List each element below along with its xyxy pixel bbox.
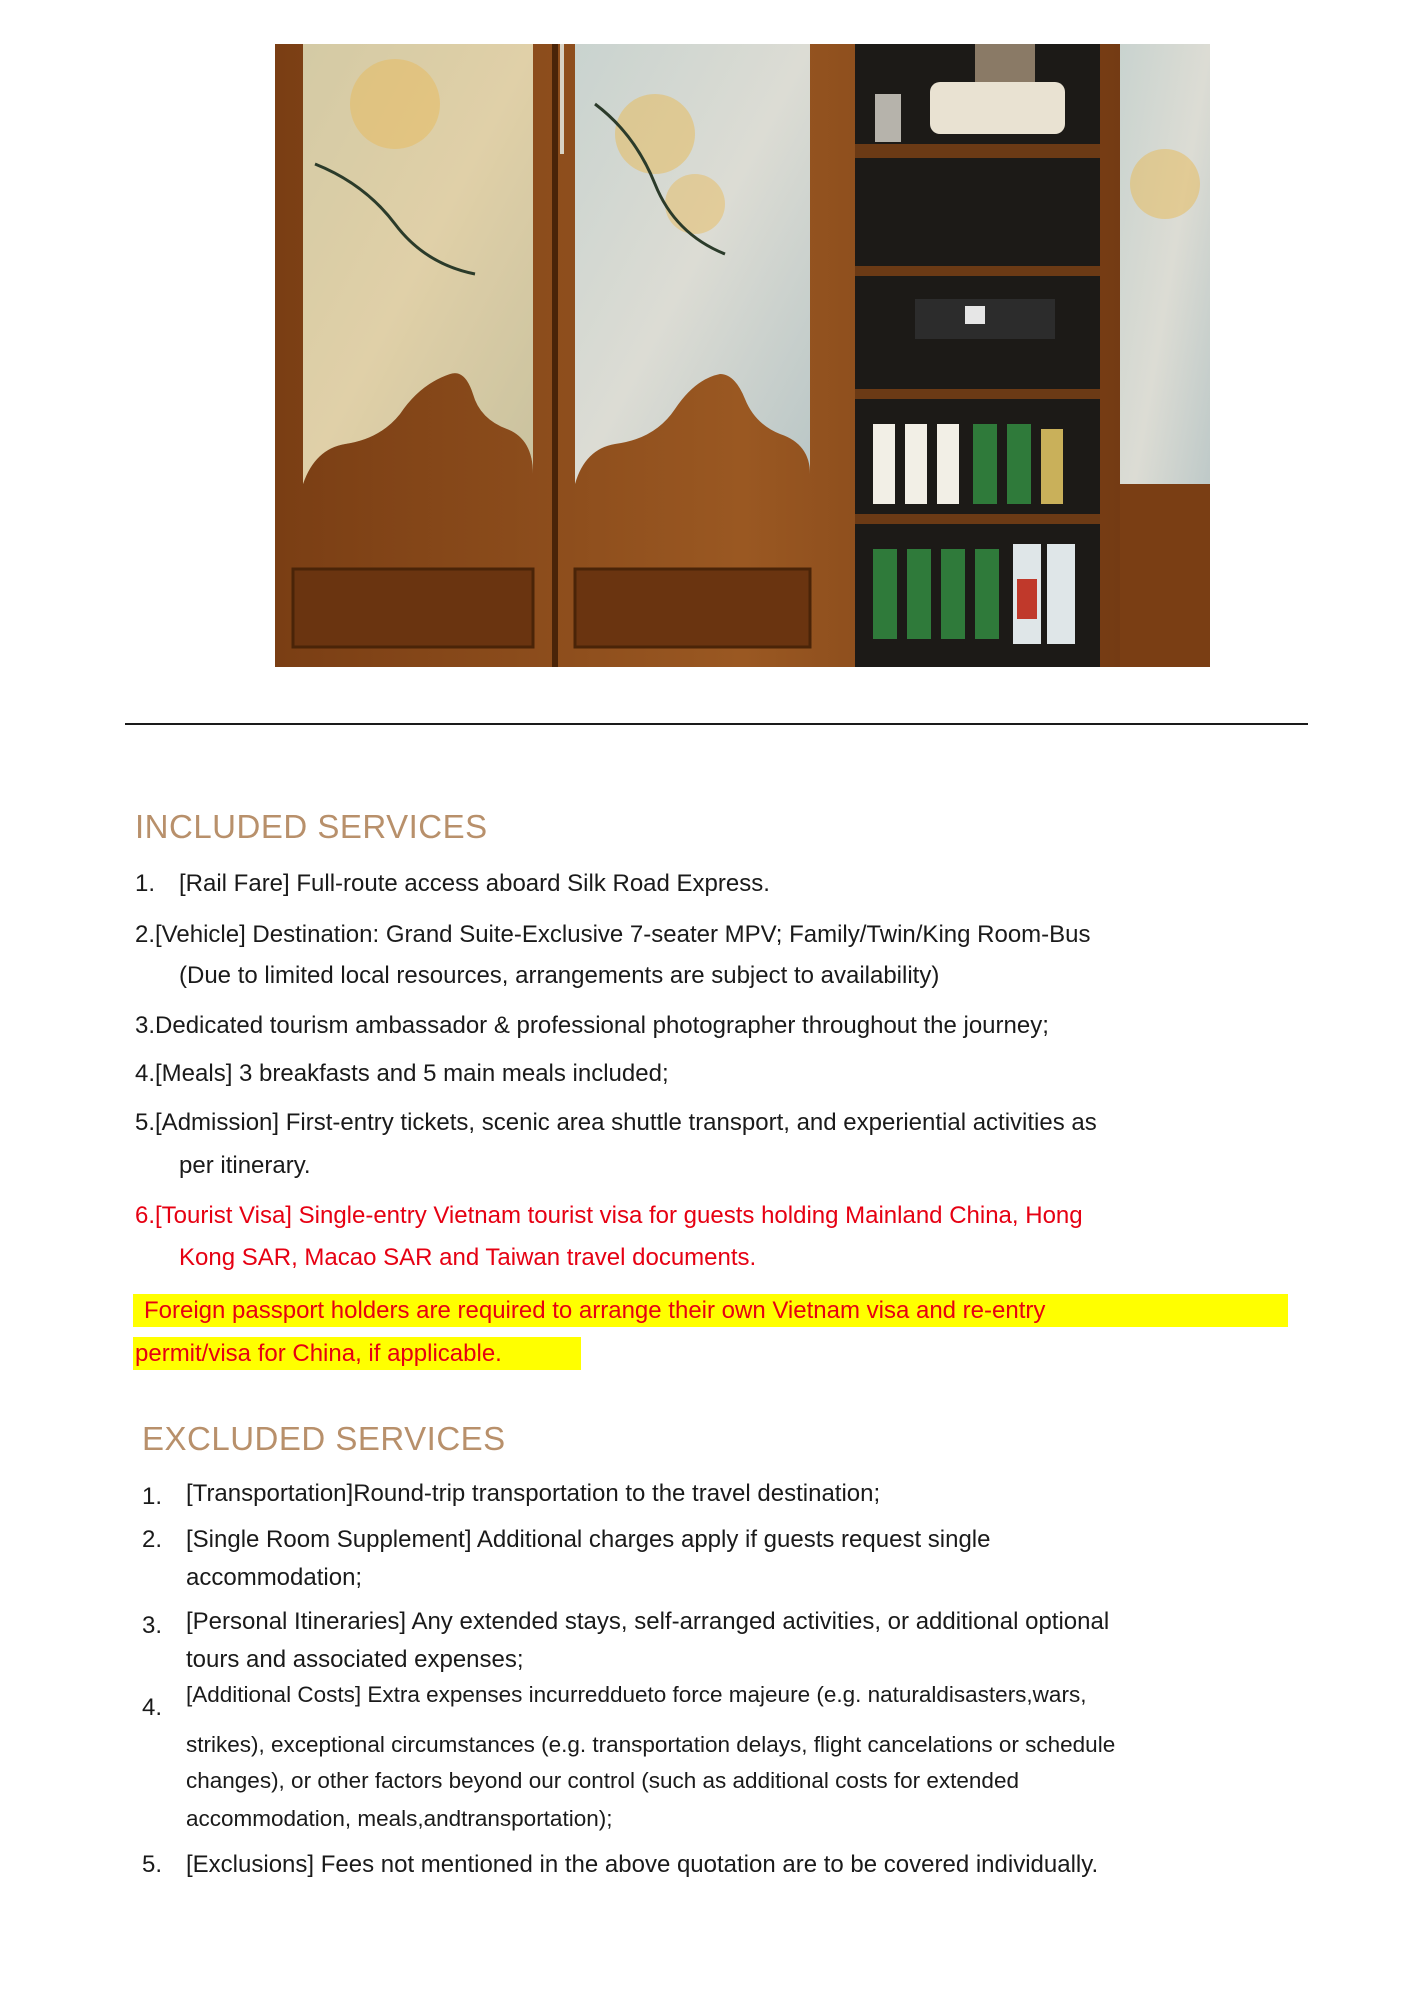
cabinet-photo bbox=[275, 44, 1210, 667]
included-item-6-line-1: 6.[Tourist Visa] Single-entry Vietnam tourist visa for guests holding Mainland China, Hong bbox=[135, 1202, 1083, 1229]
excluded-item-4-number: 4. bbox=[142, 1694, 163, 1721]
excluded-item-2-line-1: [Single Room Supplement] Additional charges apply if guests request single bbox=[186, 1526, 991, 1553]
included-item-5-line-1: 5.[Admission] First-entry tickets, scenic area shuttle transport, and experiential activities as bbox=[135, 1109, 1097, 1136]
excluded-item-3-number: 3. bbox=[142, 1612, 163, 1639]
included-item-2-line-1: 2.[Vehicle] Destination: Grand Suite-Exclusive 7-seater MPV; Family/Twin/King Room-Bus bbox=[135, 921, 1091, 948]
excluded-item-4-line-1: [Additional Costs] Extra expenses incurreddueto force majeure (e.g. naturaldisasters,wars, bbox=[186, 1682, 1087, 1707]
visa-note-line-1: Foreign passport holders are required to arrange their own Vietnam visa and re-entry bbox=[144, 1297, 1046, 1324]
included-services-heading: INCLUDED SERVICES bbox=[135, 808, 488, 845]
excluded-item-5: [Exclusions] Fees not mentioned in the above quotation are to be covered individually. bbox=[186, 1851, 1099, 1878]
horizontal-divider bbox=[125, 723, 1308, 725]
visa-note-line-2: permit/visa for China, if applicable. bbox=[135, 1340, 502, 1367]
excluded-item-4-line-3: changes), or other factors beyond our control (such as additional costs for extended bbox=[186, 1768, 1019, 1793]
included-item-1-number: 1. bbox=[135, 870, 156, 897]
included-item-2-line-2: (Due to limited local resources, arrangements are subject to availability) bbox=[179, 962, 940, 989]
excluded-item-1: [Transportation]Round-trip transportation to the travel destination; bbox=[186, 1480, 881, 1507]
included-item-1: [Rail Fare] Full-route access aboard Silk Road Express. bbox=[179, 870, 770, 897]
included-item-3: 3.Dedicated tourism ambassador & professional photographer throughout the journey; bbox=[135, 1012, 1049, 1039]
included-item-4: 4.[Meals] 3 breakfasts and 5 main meals included; bbox=[135, 1060, 669, 1087]
excluded-item-2-number: 2. bbox=[142, 1526, 163, 1553]
excluded-item-1-number: 1. bbox=[142, 1483, 163, 1510]
included-item-6-line-2: Kong SAR, Macao SAR and Taiwan travel documents. bbox=[179, 1244, 757, 1271]
excluded-services-heading: EXCLUDED SERVICES bbox=[142, 1420, 506, 1457]
excluded-item-4-line-4: accommodation, meals,andtransportation); bbox=[186, 1806, 613, 1831]
included-item-5-line-2: per itinerary. bbox=[179, 1152, 311, 1179]
excluded-item-5-number: 5. bbox=[142, 1851, 163, 1878]
excluded-item-3-line-1: [Personal Itineraries] Any extended stays, self-arranged activities, or additional optional bbox=[186, 1608, 1110, 1635]
excluded-item-3-line-2: tours and associated expenses; bbox=[186, 1646, 524, 1673]
excluded-item-2-line-2: accommodation; bbox=[186, 1564, 363, 1591]
excluded-item-4-line-2: strikes), exceptional circumstances (e.g. transportation delays, flight cancelations or schedule bbox=[186, 1732, 1116, 1757]
